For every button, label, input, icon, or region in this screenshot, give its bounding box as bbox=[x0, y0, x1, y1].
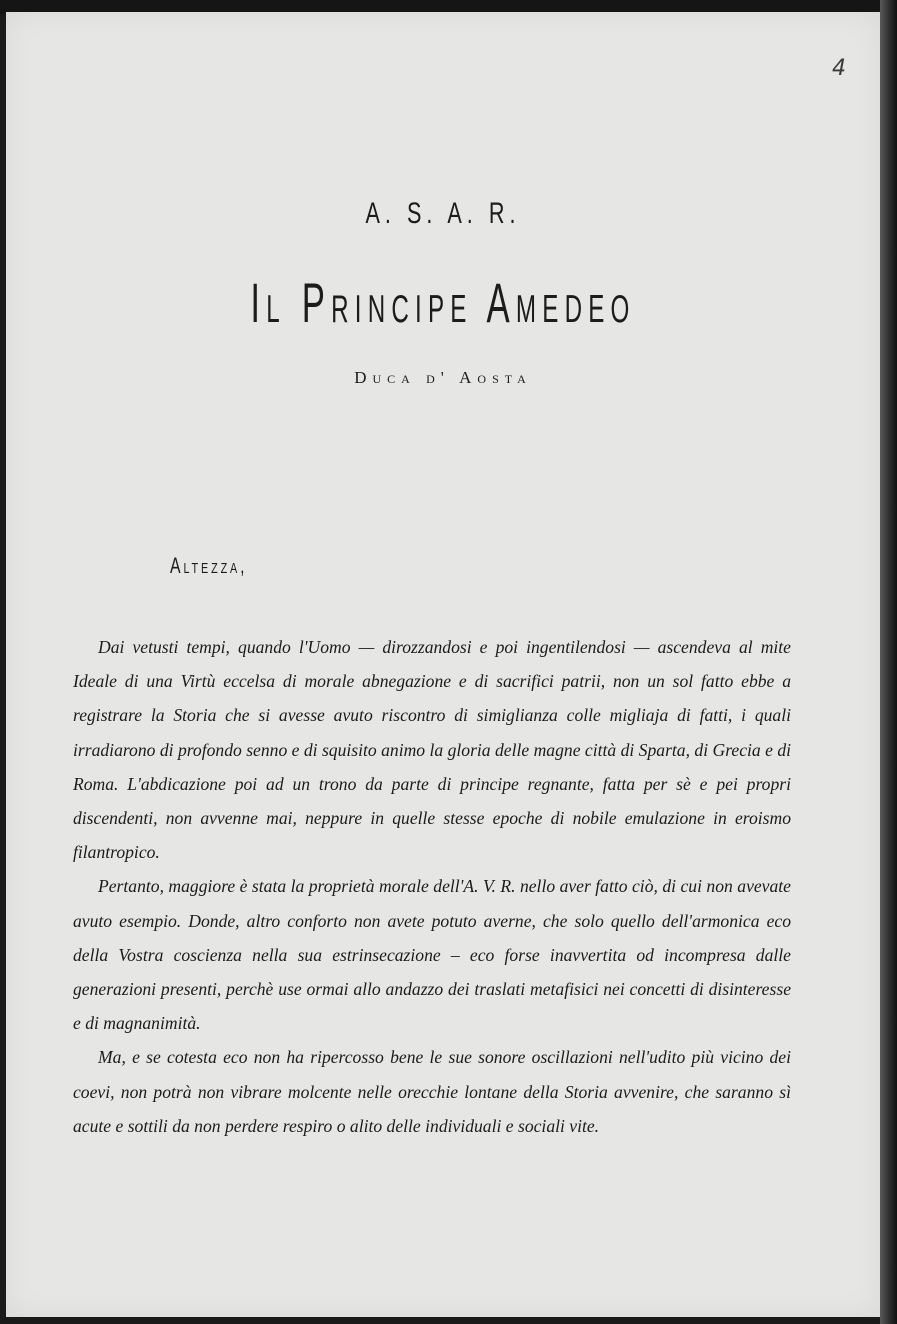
document-page bbox=[6, 12, 880, 1317]
page-number: 4 bbox=[832, 56, 846, 81]
scan-right-edge bbox=[880, 0, 897, 1324]
page-subtitle: Duca d' Aosta bbox=[354, 368, 532, 387]
page-title: Il Principe Amedeo bbox=[250, 271, 636, 334]
paragraph: Dai vetusti tempi, quando l'Uomo — dirozzandosi e poi ingentilendosi — ascendeva al mite Ideale di una Virtù eccelsa di morale abnegazione e di sacrifici patrii, non un sol fatto ebbe a registrare la Storia che si avesse avuto riscontro di simiglianza colle migliaja di fatti, i quali irradiarono di profondo senno e di squisito animo la gloria delle magne città di Sparta, di Grecia e di Roma. L'abdicazione poi ad un trono da parte di principe regnante, fatta per sè e pei propri discendenti, non avvenne mai, neppure in quelle stesse epoche di nobile emulazione in eroismo filantropico. bbox=[73, 637, 791, 863]
paragraph: Pertanto, maggiore è stata la proprietà morale dell'A. V. R. nello aver fatto ciò, di cui non avevate avuto esempio. Donde, altro conforto non avete potuto averne, che solo quello dell'armonica eco della Vostra coscienza nella sua estrinsecazione – eco forse inavvertita od incompresa dalle generazioni presenti, perchè use ormai allo andazzo dei traslati metafisici nei concetti di disinteresse e di magnanimità. bbox=[73, 876, 791, 1034]
salutation: Altezza, bbox=[170, 553, 248, 578]
dedicatee-heading: A. S. A. R. bbox=[365, 197, 521, 230]
paragraph: Ma, e se cotesta eco non ha ripercosso bene le sue sonore oscillazioni nell'udito più vicino dei coevi, non potrà non vibrare molcente nelle orecchie lontane della Storia avvenire, che saranno sì acute e sottili da non perdere respiro o alito delle individuali e sociali vite. bbox=[73, 1047, 791, 1136]
body-text bbox=[73, 630, 791, 1143]
